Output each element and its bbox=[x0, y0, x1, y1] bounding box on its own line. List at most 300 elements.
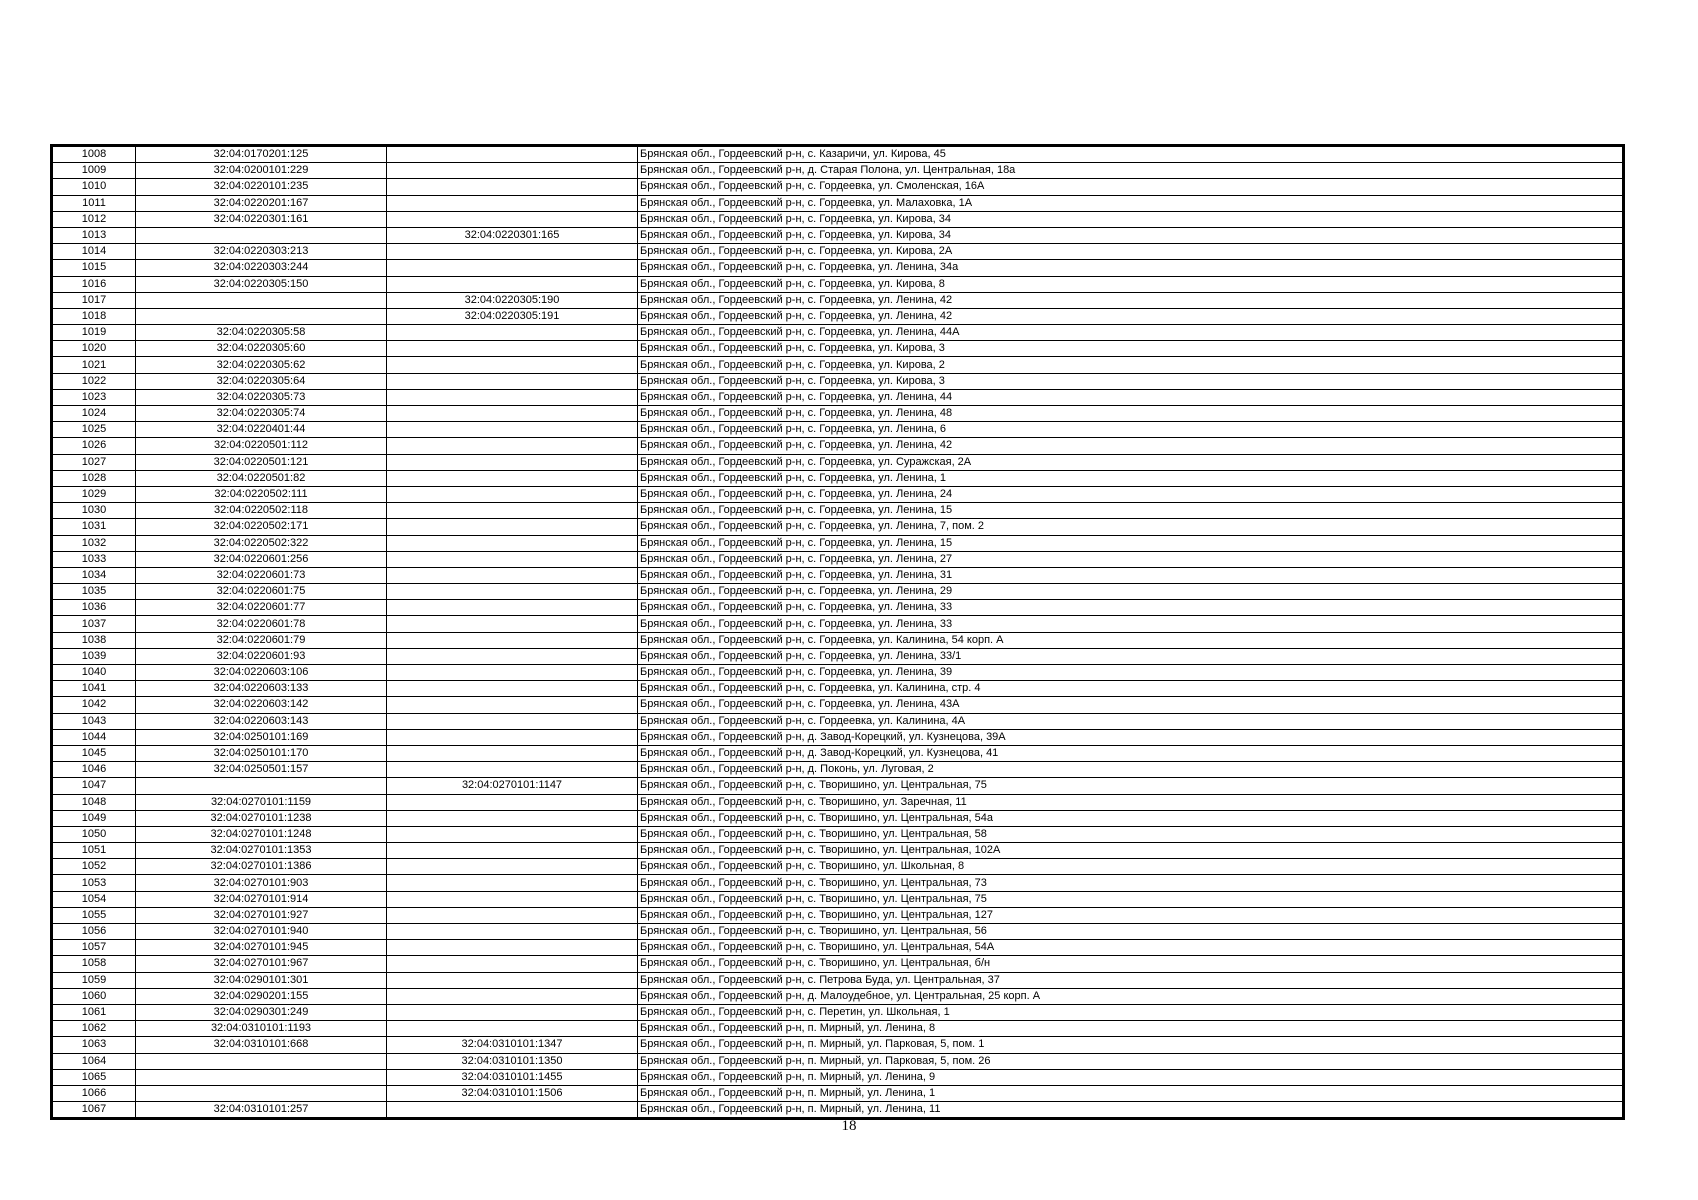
cadastral-number-cell: 32:04:0220303:244 bbox=[136, 260, 387, 276]
related-cadastral-number-cell bbox=[387, 147, 638, 163]
table-row bbox=[53, 389, 1623, 405]
related-cadastral-number-cell bbox=[387, 907, 638, 923]
address-cell: Брянская обл., Гордеевский р-н, с. Гордеевка, ул. Суражская, 2А bbox=[638, 454, 1623, 470]
table-row bbox=[53, 147, 1623, 163]
table-row bbox=[53, 211, 1623, 227]
row-number-cell: 1042 bbox=[53, 697, 136, 713]
related-cadastral-number-cell bbox=[387, 794, 638, 810]
cadastral-number-cell: 32:04:0270101:1386 bbox=[136, 859, 387, 875]
related-cadastral-number-cell bbox=[387, 826, 638, 842]
cadastral-number-cell: 32:04:0270101:1159 bbox=[136, 794, 387, 810]
address-cell: Брянская обл., Гордеевский р-н, с. Гордеевка, ул. Ленина, 33 bbox=[638, 600, 1623, 616]
related-cadastral-number-cell bbox=[387, 244, 638, 260]
address-cell: Брянская обл., Гордеевский р-н, с. Гордеевка, ул. Ленина, 34а bbox=[638, 260, 1623, 276]
related-cadastral-number-cell bbox=[387, 956, 638, 972]
row-number-cell: 1019 bbox=[53, 325, 136, 341]
cadastral-number-cell bbox=[136, 778, 387, 794]
cadastral-number-cell bbox=[136, 1053, 387, 1069]
related-cadastral-number-cell bbox=[387, 648, 638, 664]
table-row bbox=[53, 584, 1623, 600]
related-cadastral-number-cell: 32:04:0310101:1350 bbox=[387, 1053, 638, 1069]
address-cell: Брянская обл., Гордеевский р-н, с. Гордеевка, ул. Кирова, 8 bbox=[638, 276, 1623, 292]
related-cadastral-number-cell bbox=[387, 665, 638, 681]
row-number-cell: 1035 bbox=[53, 584, 136, 600]
table-row bbox=[53, 567, 1623, 583]
table-row bbox=[53, 648, 1623, 664]
row-number-cell: 1051 bbox=[53, 843, 136, 859]
cadastral-number-cell: 32:04:0220502:171 bbox=[136, 519, 387, 535]
table-row bbox=[53, 1102, 1623, 1118]
table-row bbox=[53, 470, 1623, 486]
related-cadastral-number-cell bbox=[387, 325, 638, 341]
cadastral-number-cell: 32:04:0220502:118 bbox=[136, 503, 387, 519]
cadastral-number-cell: 32:04:0250101:170 bbox=[136, 745, 387, 761]
address-cell: Брянская обл., Гордеевский р-н, с. Творишино, ул. Центральная, 58 bbox=[638, 826, 1623, 842]
table-row bbox=[53, 600, 1623, 616]
row-number-cell: 1060 bbox=[53, 988, 136, 1004]
related-cadastral-number-cell bbox=[387, 567, 638, 583]
table-row bbox=[53, 956, 1623, 972]
related-cadastral-number-cell bbox=[387, 519, 638, 535]
row-number-cell: 1052 bbox=[53, 859, 136, 875]
table-row bbox=[53, 373, 1623, 389]
address-cell: Брянская обл., Гордеевский р-н, с. Гордеевка, ул. Ленина, 7, пом. 2 bbox=[638, 519, 1623, 535]
related-cadastral-number-cell: 32:04:0310101:1455 bbox=[387, 1069, 638, 1085]
cadastral-number-cell: 32:04:0220603:133 bbox=[136, 681, 387, 697]
registry-table-body bbox=[53, 147, 1623, 1118]
cadastral-number-cell: 32:04:0290101:301 bbox=[136, 972, 387, 988]
address-cell: Брянская обл., Гордеевский р-н, с. Гордеевка, ул. Кирова, 2 bbox=[638, 357, 1623, 373]
row-number-cell: 1034 bbox=[53, 567, 136, 583]
row-number-cell: 1011 bbox=[53, 195, 136, 211]
cadastral-number-cell: 32:04:0220601:93 bbox=[136, 648, 387, 664]
related-cadastral-number-cell bbox=[387, 891, 638, 907]
cadastral-number-cell: 32:04:0220201:167 bbox=[136, 195, 387, 211]
address-cell: Брянская обл., Гордеевский р-н, п. Мирный, ул. Ленина, 1 bbox=[638, 1085, 1623, 1101]
related-cadastral-number-cell bbox=[387, 389, 638, 405]
table-row bbox=[53, 1037, 1623, 1053]
related-cadastral-number-cell bbox=[387, 276, 638, 292]
table-row bbox=[53, 244, 1623, 260]
address-cell: Брянская обл., Гордеевский р-н, с. Гордеевка, ул. Кирова, 3 bbox=[638, 341, 1623, 357]
table-row bbox=[53, 276, 1623, 292]
table-row bbox=[53, 1004, 1623, 1020]
table-row bbox=[53, 891, 1623, 907]
related-cadastral-number-cell bbox=[387, 1021, 638, 1037]
related-cadastral-number-cell bbox=[387, 745, 638, 761]
cadastral-number-cell bbox=[136, 227, 387, 243]
row-number-cell: 1039 bbox=[53, 648, 136, 664]
cadastral-number-cell: 32:04:0220501:121 bbox=[136, 454, 387, 470]
row-number-cell: 1013 bbox=[53, 227, 136, 243]
related-cadastral-number-cell bbox=[387, 875, 638, 891]
row-number-cell: 1040 bbox=[53, 665, 136, 681]
row-number-cell: 1048 bbox=[53, 794, 136, 810]
cadastral-number-cell: 32:04:0220303:213 bbox=[136, 244, 387, 260]
table-row bbox=[53, 697, 1623, 713]
related-cadastral-number-cell bbox=[387, 713, 638, 729]
row-number-cell: 1059 bbox=[53, 972, 136, 988]
cadastral-number-cell: 32:04:0220601:256 bbox=[136, 551, 387, 567]
row-number-cell: 1020 bbox=[53, 341, 136, 357]
related-cadastral-number-cell: 32:04:0220301:165 bbox=[387, 227, 638, 243]
related-cadastral-number-cell bbox=[387, 1004, 638, 1020]
cadastral-number-cell: 32:04:0220501:82 bbox=[136, 470, 387, 486]
related-cadastral-number-cell bbox=[387, 762, 638, 778]
row-number-cell: 1021 bbox=[53, 357, 136, 373]
row-number-cell: 1047 bbox=[53, 778, 136, 794]
table-row bbox=[53, 406, 1623, 422]
related-cadastral-number-cell: 32:04:0310101:1506 bbox=[387, 1085, 638, 1101]
cadastral-number-cell: 32:04:0220305:58 bbox=[136, 325, 387, 341]
row-number-cell: 1044 bbox=[53, 729, 136, 745]
address-cell: Брянская обл., Гордеевский р-н, п. Мирный, ул. Парковая, 5, пом. 1 bbox=[638, 1037, 1623, 1053]
row-number-cell: 1030 bbox=[53, 503, 136, 519]
row-number-cell: 1046 bbox=[53, 762, 136, 778]
address-cell: Брянская обл., Гордеевский р-н, с. Творишино, ул. Центральная, 54а bbox=[638, 810, 1623, 826]
row-number-cell: 1065 bbox=[53, 1069, 136, 1085]
address-cell: Брянская обл., Гордеевский р-н, с. Творишино, ул. Центральная, б/н bbox=[638, 956, 1623, 972]
row-number-cell: 1062 bbox=[53, 1021, 136, 1037]
row-number-cell: 1032 bbox=[53, 535, 136, 551]
related-cadastral-number-cell: 32:04:0270101:1147 bbox=[387, 778, 638, 794]
table-row bbox=[53, 665, 1623, 681]
cadastral-number-cell: 32:04:0220305:64 bbox=[136, 373, 387, 389]
cadastral-number-cell: 32:04:0270101:903 bbox=[136, 875, 387, 891]
cadastral-number-cell: 32:04:0220305:74 bbox=[136, 406, 387, 422]
table-row bbox=[53, 325, 1623, 341]
row-number-cell: 1063 bbox=[53, 1037, 136, 1053]
property-registry-table bbox=[52, 146, 1623, 1118]
cadastral-number-cell: 32:04:0270101:967 bbox=[136, 956, 387, 972]
row-number-cell: 1050 bbox=[53, 826, 136, 842]
address-cell: Брянская обл., Гордеевский р-н, с. Гордеевка, ул. Калинина, 4А bbox=[638, 713, 1623, 729]
cadastral-number-cell: 32:04:0270101:914 bbox=[136, 891, 387, 907]
address-cell: Брянская обл., Гордеевский р-н, д. Завод-Корецкий, ул. Кузнецова, 41 bbox=[638, 745, 1623, 761]
related-cadastral-number-cell bbox=[387, 195, 638, 211]
table-row bbox=[53, 163, 1623, 179]
cadastral-number-cell: 32:04:0290301:249 bbox=[136, 1004, 387, 1020]
table-row bbox=[53, 778, 1623, 794]
cadastral-number-cell: 32:04:0310101:1193 bbox=[136, 1021, 387, 1037]
row-number-cell: 1010 bbox=[53, 179, 136, 195]
row-number-cell: 1037 bbox=[53, 616, 136, 632]
cadastral-number-cell: 32:04:0250101:169 bbox=[136, 729, 387, 745]
address-cell: Брянская обл., Гордеевский р-н, д. Поконь, ул. Луговая, 2 bbox=[638, 762, 1623, 778]
cadastral-number-cell bbox=[136, 308, 387, 324]
table-row bbox=[53, 972, 1623, 988]
related-cadastral-number-cell: 32:04:0310101:1347 bbox=[387, 1037, 638, 1053]
row-number-cell: 1045 bbox=[53, 745, 136, 761]
table-row bbox=[53, 859, 1623, 875]
table-row bbox=[53, 616, 1623, 632]
cadastral-number-cell: 32:04:0220401:44 bbox=[136, 422, 387, 438]
table-row bbox=[53, 503, 1623, 519]
related-cadastral-number-cell bbox=[387, 972, 638, 988]
cadastral-number-cell: 32:04:0220301:161 bbox=[136, 211, 387, 227]
cadastral-number-cell: 32:04:0220601:78 bbox=[136, 616, 387, 632]
row-number-cell: 1049 bbox=[53, 810, 136, 826]
related-cadastral-number-cell: 32:04:0220305:191 bbox=[387, 308, 638, 324]
related-cadastral-number-cell bbox=[387, 341, 638, 357]
row-number-cell: 1067 bbox=[53, 1102, 136, 1118]
table-row bbox=[53, 422, 1623, 438]
related-cadastral-number-cell bbox=[387, 535, 638, 551]
related-cadastral-number-cell bbox=[387, 681, 638, 697]
related-cadastral-number-cell bbox=[387, 373, 638, 389]
address-cell: Брянская обл., Гордеевский р-н, с. Гордеевка, ул. Ленина, 15 bbox=[638, 535, 1623, 551]
address-cell: Брянская обл., Гордеевский р-н, с. Творишино, ул. Школьная, 8 bbox=[638, 859, 1623, 875]
related-cadastral-number-cell bbox=[387, 1102, 638, 1118]
table-row bbox=[53, 940, 1623, 956]
cadastral-number-cell: 32:04:0220305:150 bbox=[136, 276, 387, 292]
row-number-cell: 1009 bbox=[53, 163, 136, 179]
address-cell: Брянская обл., Гордеевский р-н, с. Гордеевка, ул. Ленина, 31 bbox=[638, 567, 1623, 583]
address-cell: Брянская обл., Гордеевский р-н, с. Творишино, ул. Центральная, 75 bbox=[638, 778, 1623, 794]
table-row bbox=[53, 988, 1623, 1004]
address-cell: Брянская обл., Гордеевский р-н, д. Малоудебное, ул. Центральная, 25 корп. А bbox=[638, 988, 1623, 1004]
related-cadastral-number-cell bbox=[387, 859, 638, 875]
cadastral-number-cell: 32:04:0220601:75 bbox=[136, 584, 387, 600]
address-cell: Брянская обл., Гордеевский р-н, с. Гордеевка, ул. Калинина, 54 корп. А bbox=[638, 632, 1623, 648]
cadastral-number-cell: 32:04:0220603:106 bbox=[136, 665, 387, 681]
address-cell: Брянская обл., Гордеевский р-н, с. Гордеевка, ул. Ленина, 15 bbox=[638, 503, 1623, 519]
address-cell: Брянская обл., Гордеевский р-н, с. Гордеевка, ул. Малаховка, 1А bbox=[638, 195, 1623, 211]
address-cell: Брянская обл., Гордеевский р-н, с. Творишино, ул. Центральная, 54А bbox=[638, 940, 1623, 956]
table-row bbox=[53, 357, 1623, 373]
cadastral-number-cell: 32:04:0220603:143 bbox=[136, 713, 387, 729]
related-cadastral-number-cell bbox=[387, 503, 638, 519]
table-row bbox=[53, 438, 1623, 454]
address-cell: Брянская обл., Гордеевский р-н, с. Гордеевка, ул. Ленина, 43А bbox=[638, 697, 1623, 713]
related-cadastral-number-cell bbox=[387, 438, 638, 454]
related-cadastral-number-cell bbox=[387, 357, 638, 373]
address-cell: Брянская обл., Гордеевский р-н, с. Творишино, ул. Центральная, 56 bbox=[638, 924, 1623, 940]
related-cadastral-number-cell bbox=[387, 211, 638, 227]
related-cadastral-number-cell bbox=[387, 486, 638, 502]
cadastral-number-cell: 32:04:0270101:1353 bbox=[136, 843, 387, 859]
row-number-cell: 1036 bbox=[53, 600, 136, 616]
cadastral-number-cell bbox=[136, 292, 387, 308]
address-cell: Брянская обл., Гордеевский р-н, с. Творишино, ул. Заречная, 11 bbox=[638, 794, 1623, 810]
address-cell: Брянская обл., Гордеевский р-н, с. Гордеевка, ул. Кирова, 3 bbox=[638, 373, 1623, 389]
row-number-cell: 1024 bbox=[53, 406, 136, 422]
cadastral-number-cell: 32:04:0220101:235 bbox=[136, 179, 387, 195]
row-number-cell: 1029 bbox=[53, 486, 136, 502]
table-row bbox=[53, 875, 1623, 891]
address-cell: Брянская обл., Гордеевский р-н, с. Гордеевка, ул. Ленина, 27 bbox=[638, 551, 1623, 567]
cadastral-number-cell: 32:04:0170201:125 bbox=[136, 147, 387, 163]
related-cadastral-number-cell bbox=[387, 924, 638, 940]
table-row bbox=[53, 486, 1623, 502]
table-row bbox=[53, 843, 1623, 859]
address-cell: Брянская обл., Гордеевский р-н, п. Мирный, ул. Ленина, 9 bbox=[638, 1069, 1623, 1085]
related-cadastral-number-cell bbox=[387, 632, 638, 648]
row-number-cell: 1058 bbox=[53, 956, 136, 972]
cadastral-number-cell: 32:04:0270101:940 bbox=[136, 924, 387, 940]
row-number-cell: 1041 bbox=[53, 681, 136, 697]
row-number-cell: 1033 bbox=[53, 551, 136, 567]
related-cadastral-number-cell bbox=[387, 406, 638, 422]
cadastral-number-cell: 32:04:0220501:112 bbox=[136, 438, 387, 454]
table-row bbox=[53, 308, 1623, 324]
address-cell: Брянская обл., Гордеевский р-н, с. Гордеевка, ул. Ленина, 48 bbox=[638, 406, 1623, 422]
address-cell: Брянская обл., Гордеевский р-н, с. Гордеевка, ул. Ленина, 33/1 bbox=[638, 648, 1623, 664]
address-cell: Брянская обл., Гордеевский р-н, д. Старая Полона, ул. Центральная, 18а bbox=[638, 163, 1623, 179]
table-row bbox=[53, 632, 1623, 648]
row-number-cell: 1017 bbox=[53, 292, 136, 308]
cadastral-number-cell: 32:04:0220305:73 bbox=[136, 389, 387, 405]
cadastral-number-cell: 32:04:0290201:155 bbox=[136, 988, 387, 1004]
address-cell: Брянская обл., Гордеевский р-н, с. Гордеевка, ул. Ленина, 6 bbox=[638, 422, 1623, 438]
table-row bbox=[53, 341, 1623, 357]
table-row bbox=[53, 794, 1623, 810]
row-number-cell: 1022 bbox=[53, 373, 136, 389]
related-cadastral-number-cell bbox=[387, 260, 638, 276]
table-row bbox=[53, 1021, 1623, 1037]
table-row bbox=[53, 292, 1623, 308]
related-cadastral-number-cell bbox=[387, 422, 638, 438]
table-row bbox=[53, 260, 1623, 276]
related-cadastral-number-cell bbox=[387, 940, 638, 956]
row-number-cell: 1066 bbox=[53, 1085, 136, 1101]
address-cell: Брянская обл., Гордеевский р-н, с. Творишино, ул. Центральная, 75 bbox=[638, 891, 1623, 907]
related-cadastral-number-cell bbox=[387, 729, 638, 745]
address-cell: Брянская обл., Гордеевский р-н, с. Гордеевка, ул. Ленина, 33 bbox=[638, 616, 1623, 632]
related-cadastral-number-cell bbox=[387, 470, 638, 486]
row-number-cell: 1012 bbox=[53, 211, 136, 227]
related-cadastral-number-cell bbox=[387, 584, 638, 600]
related-cadastral-number-cell: 32:04:0220305:190 bbox=[387, 292, 638, 308]
address-cell: Брянская обл., Гордеевский р-н, с. Гордеевка, ул. Ленина, 42 bbox=[638, 308, 1623, 324]
row-number-cell: 1014 bbox=[53, 244, 136, 260]
related-cadastral-number-cell bbox=[387, 179, 638, 195]
related-cadastral-number-cell bbox=[387, 163, 638, 179]
address-cell: Брянская обл., Гордеевский р-н, с. Творишино, ул. Центральная, 73 bbox=[638, 875, 1623, 891]
address-cell: Брянская обл., Гордеевский р-н, с. Гордеевка, ул. Ленина, 44 bbox=[638, 389, 1623, 405]
table-row bbox=[53, 907, 1623, 923]
address-cell: Брянская обл., Гордеевский р-н, с. Гордеевка, ул. Кирова, 2А bbox=[638, 244, 1623, 260]
address-cell: Брянская обл., Гордеевский р-н, с. Перетин, ул. Школьная, 1 bbox=[638, 1004, 1623, 1020]
row-number-cell: 1027 bbox=[53, 454, 136, 470]
table-row bbox=[53, 729, 1623, 745]
cadastral-number-cell: 32:04:0220601:73 bbox=[136, 567, 387, 583]
row-number-cell: 1038 bbox=[53, 632, 136, 648]
table-row bbox=[53, 179, 1623, 195]
table-row bbox=[53, 713, 1623, 729]
table-row bbox=[53, 227, 1623, 243]
address-cell: Брянская обл., Гордеевский р-н, с. Гордеевка, ул. Ленина, 39 bbox=[638, 665, 1623, 681]
address-cell: Брянская обл., Гордеевский р-н, с. Гордеевка, ул. Ленина, 42 bbox=[638, 292, 1623, 308]
address-cell: Брянская обл., Гордеевский р-н, с. Творишино, ул. Центральная, 127 bbox=[638, 907, 1623, 923]
cadastral-number-cell: 32:04:0220502:322 bbox=[136, 535, 387, 551]
address-cell: Брянская обл., Гордеевский р-н, с. Гордеевка, ул. Смоленская, 16А bbox=[638, 179, 1623, 195]
table-row bbox=[53, 681, 1623, 697]
address-cell: Брянская обл., Гордеевский р-н, п. Мирный, ул. Парковая, 5, пом. 26 bbox=[638, 1053, 1623, 1069]
row-number-cell: 1054 bbox=[53, 891, 136, 907]
row-number-cell: 1023 bbox=[53, 389, 136, 405]
table-row bbox=[53, 195, 1623, 211]
address-cell: Брянская обл., Гордеевский р-н, п. Мирный, ул. Ленина, 8 bbox=[638, 1021, 1623, 1037]
row-number-cell: 1043 bbox=[53, 713, 136, 729]
row-number-cell: 1026 bbox=[53, 438, 136, 454]
address-cell: Брянская обл., Гордеевский р-н, с. Творишино, ул. Центральная, 102А bbox=[638, 843, 1623, 859]
cadastral-number-cell: 32:04:0270101:1248 bbox=[136, 826, 387, 842]
table-row bbox=[53, 454, 1623, 470]
address-cell: Брянская обл., Гордеевский р-н, с. Гордеевка, ул. Калинина, стр. 4 bbox=[638, 681, 1623, 697]
row-number-cell: 1015 bbox=[53, 260, 136, 276]
address-cell: Брянская обл., Гордеевский р-н, с. Гордеевка, ул. Ленина, 29 bbox=[638, 584, 1623, 600]
cadastral-number-cell bbox=[136, 1069, 387, 1085]
address-cell: Брянская обл., Гордеевский р-н, с. Гордеевка, ул. Ленина, 1 bbox=[638, 470, 1623, 486]
table-row bbox=[53, 762, 1623, 778]
table-row bbox=[53, 551, 1623, 567]
cadastral-number-cell: 32:04:0310101:668 bbox=[136, 1037, 387, 1053]
cadastral-number-cell: 32:04:0220601:79 bbox=[136, 632, 387, 648]
address-cell: Брянская обл., Гордеевский р-н, п. Мирный, ул. Ленина, 11 bbox=[638, 1102, 1623, 1118]
related-cadastral-number-cell bbox=[387, 843, 638, 859]
row-number-cell: 1008 bbox=[53, 147, 136, 163]
cadastral-number-cell: 32:04:0310101:257 bbox=[136, 1102, 387, 1118]
row-number-cell: 1056 bbox=[53, 924, 136, 940]
cadastral-number-cell: 32:04:0220601:77 bbox=[136, 600, 387, 616]
address-cell: Брянская обл., Гордеевский р-н, с. Петрова Буда, ул. Центральная, 37 bbox=[638, 972, 1623, 988]
cadastral-number-cell: 32:04:0220305:62 bbox=[136, 357, 387, 373]
address-cell: Брянская обл., Гордеевский р-н, д. Завод-Корецкий, ул. Кузнецова, 39А bbox=[638, 729, 1623, 745]
cadastral-number-cell: 32:04:0270101:1238 bbox=[136, 810, 387, 826]
cadastral-number-cell: 32:04:0200101:229 bbox=[136, 163, 387, 179]
cadastral-number-cell: 32:04:0220305:60 bbox=[136, 341, 387, 357]
cadastral-number-cell: 32:04:0270101:927 bbox=[136, 907, 387, 923]
row-number-cell: 1018 bbox=[53, 308, 136, 324]
row-number-cell: 1061 bbox=[53, 1004, 136, 1020]
related-cadastral-number-cell bbox=[387, 988, 638, 1004]
cadastral-number-cell: 32:04:0220502:111 bbox=[136, 486, 387, 502]
address-cell: Брянская обл., Гордеевский р-н, с. Гордеевка, ул. Кирова, 34 bbox=[638, 211, 1623, 227]
cadastral-number-cell: 32:04:0270101:945 bbox=[136, 940, 387, 956]
row-number-cell: 1025 bbox=[53, 422, 136, 438]
table-row bbox=[53, 519, 1623, 535]
address-cell: Брянская обл., Гордеевский р-н, с. Гордеевка, ул. Ленина, 44А bbox=[638, 325, 1623, 341]
page-number: 18 bbox=[841, 1118, 857, 1134]
related-cadastral-number-cell bbox=[387, 616, 638, 632]
table-row bbox=[53, 1053, 1623, 1069]
table-row bbox=[53, 535, 1623, 551]
table-row bbox=[53, 745, 1623, 761]
address-cell: Брянская обл., Гордеевский р-н, с. Гордеевка, ул. Кирова, 34 bbox=[638, 227, 1623, 243]
related-cadastral-number-cell bbox=[387, 810, 638, 826]
row-number-cell: 1016 bbox=[53, 276, 136, 292]
row-number-cell: 1064 bbox=[53, 1053, 136, 1069]
row-number-cell: 1053 bbox=[53, 875, 136, 891]
address-cell: Брянская обл., Гордеевский р-н, с. Гордеевка, ул. Ленина, 24 bbox=[638, 486, 1623, 502]
row-number-cell: 1031 bbox=[53, 519, 136, 535]
cadastral-number-cell: 32:04:0250501:157 bbox=[136, 762, 387, 778]
row-number-cell: 1028 bbox=[53, 470, 136, 486]
row-number-cell: 1057 bbox=[53, 940, 136, 956]
table-row bbox=[53, 924, 1623, 940]
address-cell: Брянская обл., Гордеевский р-н, с. Гордеевка, ул. Ленина, 42 bbox=[638, 438, 1623, 454]
table-row bbox=[53, 826, 1623, 842]
cadastral-number-cell bbox=[136, 1085, 387, 1101]
table-row bbox=[53, 810, 1623, 826]
cadastral-number-cell: 32:04:0220603:142 bbox=[136, 697, 387, 713]
related-cadastral-number-cell bbox=[387, 697, 638, 713]
table-row bbox=[53, 1069, 1623, 1085]
related-cadastral-number-cell bbox=[387, 551, 638, 567]
row-number-cell: 1055 bbox=[53, 907, 136, 923]
related-cadastral-number-cell bbox=[387, 600, 638, 616]
